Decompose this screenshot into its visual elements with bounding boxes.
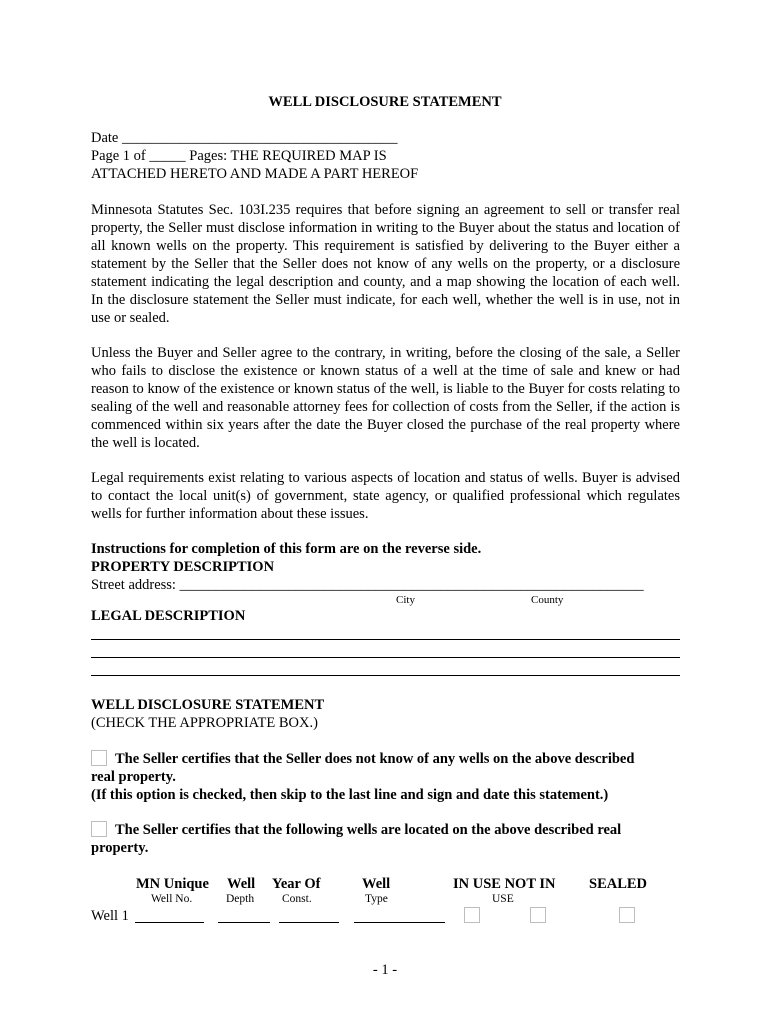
legal-description-heading: LEGAL DESCRIPTION bbox=[91, 608, 246, 624]
liability-paragraph: Unless the Buyer and Seller agree to the contrary, in writing, before the closing of the sale, a Seller who fails to disclose the existence or known status of a well at the time of sale and knew or had reason to know of the existence or known status of the well, is liable to the Buyer for costs relating to sealing of the well and reasonable attorney fees for collection of costs from the Seller, if the action is commenced within six years after the date the Buyer closed the purchase of the real property where the well is located. bbox=[91, 345, 680, 451]
header-well-type: Well bbox=[362, 876, 391, 892]
well-1-label: Well 1 bbox=[91, 908, 129, 924]
page-number: - 1 - bbox=[372, 962, 398, 978]
legal-requirements-paragraph: Legal requirements exist relating to various aspects of location and status of wells. Buyer is advised to contact the local unit(s) of government, state agency, or qualified professional which regulates wells for further information about these issues. bbox=[91, 470, 680, 522]
statute-paragraph: Minnesota Statutes Sec. 103I.235 requires that before signing an agreement to sell or transfer real property, the Seller must disclose information in writing to the Buyer about the status and location of all known wells on the property. This requirement is satisfied by delivering to the Buyer either a statement by the Seller that the Seller does not know of any wells on the property, or a disclosure statement indicating the legal description and county, and a map showing the location of each well. In the disclosure statement the Seller must indicate, for each well, whether the well is in use, not in use or sealed. bbox=[91, 202, 680, 326]
well-1-depth-blank[interactable] bbox=[218, 922, 270, 923]
header-year-of: Year Of bbox=[272, 876, 321, 892]
header-sealed: SEALED bbox=[589, 876, 648, 892]
date-line: Date ______________________________________ bbox=[91, 130, 398, 146]
no-wells-checkbox[interactable] bbox=[91, 750, 107, 766]
city-label: City bbox=[396, 594, 415, 606]
legal-description-line-2 bbox=[91, 657, 680, 658]
county-label: County bbox=[531, 594, 564, 606]
property-description-heading: PROPERTY DESCRIPTION bbox=[91, 559, 275, 575]
option2-text: The Seller certifies that the following wells are located on the above described real bbox=[115, 822, 622, 838]
well-1-not-in-use-checkbox[interactable] bbox=[530, 907, 546, 923]
attached-line: ATTACHED HERETO AND MADE A PART HEREOF bbox=[91, 166, 419, 182]
well-1-year-blank[interactable] bbox=[279, 922, 339, 923]
page-count-line: Page 1 of _____ Pages: THE REQUIRED MAP IS bbox=[91, 148, 387, 164]
document-title: WELL DISCLOSURE STATEMENT bbox=[268, 94, 502, 110]
header-type: Type bbox=[365, 893, 388, 905]
header-const: Const. bbox=[282, 893, 312, 905]
header-well: Well bbox=[227, 876, 256, 892]
header-well-no: Well No. bbox=[151, 893, 193, 905]
check-instruction: (CHECK THE APPROPRIATE BOX.) bbox=[91, 715, 318, 731]
wells-located-checkbox[interactable] bbox=[91, 821, 107, 837]
header-use: USE bbox=[492, 893, 514, 905]
option1-note: (If this option is checked, then skip to the last line and sign and date this statement.) bbox=[91, 787, 609, 803]
instructions-note: Instructions for completion of this form are on the reverse side. bbox=[91, 541, 482, 557]
option2-text-continued: property. bbox=[91, 840, 149, 856]
well-1-type-blank[interactable] bbox=[354, 922, 445, 923]
street-address-line: Street address: ________________________________________________________________ bbox=[91, 577, 644, 593]
well-1-sealed-checkbox[interactable] bbox=[619, 907, 635, 923]
option1-text-continued: real property. bbox=[91, 769, 176, 785]
option1-text: The Seller certifies that the Seller does not know of any wells on the above described bbox=[115, 751, 635, 767]
well-1-in-use-checkbox[interactable] bbox=[464, 907, 480, 923]
well-disclosure-heading: WELL DISCLOSURE STATEMENT bbox=[91, 697, 325, 713]
legal-description-line-1 bbox=[91, 639, 680, 640]
header-depth: Depth bbox=[226, 893, 255, 905]
header-in-use-not-in: IN USE NOT IN bbox=[453, 876, 556, 892]
well-1-unique-number-blank[interactable] bbox=[135, 922, 204, 923]
header-mn-unique: MN Unique bbox=[136, 876, 209, 892]
legal-description-line-3 bbox=[91, 675, 680, 676]
